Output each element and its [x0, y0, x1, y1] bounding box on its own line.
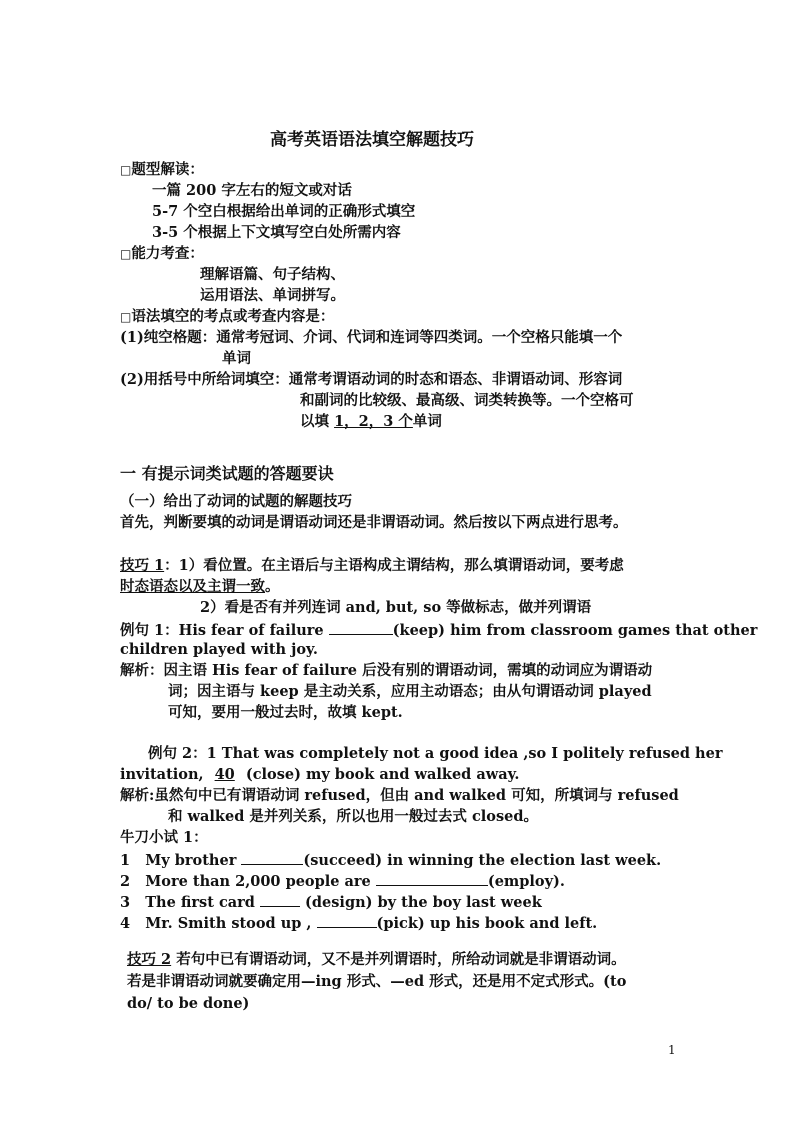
- analysis-2-line: 和 walked 是并列关系，所以也用一般过去式 closed。: [168, 808, 538, 825]
- page-title: 高考英语语法填空解题技巧: [270, 130, 474, 150]
- section-heading: 一 有提示词类试题的答题要诀: [120, 464, 334, 483]
- bullet-box-icon: □: [120, 247, 132, 261]
- tip-1-line: 2）看是否有并列连词 and, but, so 等做标志，做并列谓语: [200, 599, 592, 616]
- intro-item: 一篇 200 字左右的短文或对话: [152, 182, 352, 199]
- analysis-1-line: 词；因主语与 keep 是主动关系，应用主动语态；由从句谓语动词 played: [168, 683, 652, 700]
- intro-heading-ability: □能力考查：: [120, 245, 204, 262]
- subsection-heading: （一）给出了动词的试题的解题技巧: [120, 493, 352, 510]
- intro-item: 理解语篇、句子结构、: [200, 266, 345, 283]
- intro-item: 3-5 个根据上下文填写空白处所需内容: [152, 224, 401, 241]
- tip-2-line: 技巧 2 若句中已有谓语动词，又不是并列谓语时，所给动词就是非谓语动词。: [127, 951, 626, 968]
- point-2-line: 和副词的比较级、最高级、词类转换等。一个空格可: [300, 392, 634, 409]
- answer-blank: 40: [214, 766, 235, 783]
- practice-item: 4 Mr. Smith stood up , (pick) up his book and left.: [120, 912, 597, 934]
- analysis-1-line: 可知，要用一般过去时，故填 kept.: [168, 704, 403, 721]
- example-1-line: 例句 1：His fear of failure (keep) him from classroom games that other: [120, 619, 673, 641]
- point-1-line: 单词: [222, 350, 251, 367]
- answer-blank: [376, 870, 488, 886]
- tip-2-line: 若是非谓语动词就要确定用—ing 形式、—ed 形式，还是用不定式形式。(to: [127, 973, 627, 990]
- intro-item: 5-7 个空白根据给出单词的正确形式填空: [152, 203, 416, 220]
- answer-blank: [241, 849, 303, 865]
- point-1-line: (1)纯空格题：通常考冠词、介词、代词和连词等四类词。一个空格只能填一个: [120, 329, 623, 346]
- answer-blank: [317, 912, 377, 928]
- bullet-box-icon: □: [120, 310, 132, 324]
- intro-heading-key-points: □语法填空的考点或考查内容是：: [120, 308, 335, 325]
- analysis-2-line: 解析:虽然句中已有谓语动词 refused，但由 and walked 可知，所填词与 refused: [120, 787, 679, 804]
- answer-blank: [329, 619, 393, 635]
- tip-1-line: 时态语态以及主谓一致。: [120, 578, 280, 595]
- analysis-1-line: 解析：因主语 His fear of failure 后没有别的谓语动词，需填的动词应为谓语动: [120, 662, 653, 679]
- point-2-line: 以填 1，2，3 个单词: [300, 413, 442, 430]
- practice-item: 2 More than 2,000 people are (employ).: [120, 870, 565, 892]
- tip-2-line: do/ to be done): [127, 995, 250, 1012]
- page-number: 1: [668, 1043, 676, 1057]
- tip-1-line: 技巧 1：1）看位置。在主语后与主语构成主谓结构，那么填谓语动词，要考虑: [120, 557, 624, 574]
- answer-blank: [260, 891, 300, 907]
- example-2-line: invitation, 40 (close) my book and walked away.: [120, 766, 520, 783]
- practice-item: 3 The first card (design) by the boy last week: [120, 891, 542, 913]
- example-1-line: children played with joy.: [120, 641, 318, 658]
- bullet-box-icon: □: [120, 163, 132, 177]
- intro-item: 运用语法、单词拼写。: [200, 287, 345, 304]
- practice-heading: 牛刀小试 1：: [120, 829, 208, 846]
- point-2-line: (2)用括号中所给词填空：通常考谓语动词的时态和语态、非谓语动词、形容词: [120, 371, 623, 388]
- example-2-line: 例句 2：1 That was completely not a good idea ,so I politely refused her: [148, 745, 723, 762]
- practice-item: 1 My brother (succeed) in winning the election last week.: [120, 849, 661, 871]
- lead-paragraph: 首先，判断要填的动词是谓语动词还是非谓语动词。然后按以下两点进行思考。: [120, 514, 628, 531]
- intro-heading-question-type: □题型解读：: [120, 161, 204, 178]
